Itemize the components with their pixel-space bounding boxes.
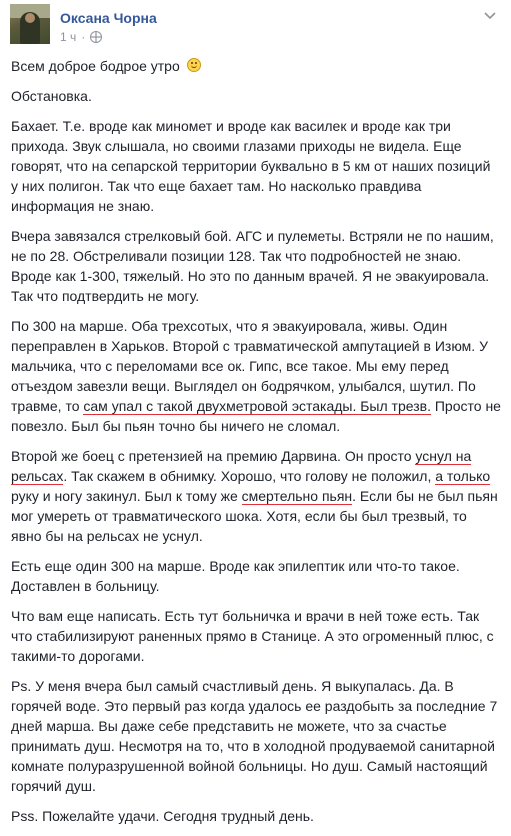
paragraph-wounded [11,316,501,436]
post-header [10,4,501,48]
paragraph-ps: Ps. У меня вчера был самый счастливый день. Я выкупалась. Да. В горячей воде. Это первый раз когда удалось ее раздобыть за последние 7 дней марша. Вы даже себе представить не можете, что за счастье принимать душ. Несмотря на то, что в холодной продуваемой санитарной комнате полуразрушенной войной больницы. Но душ. Самый настоящий горячий душ. [11,678,498,794]
post-meta [60,30,102,44]
smile-emoji-icon [187,58,201,72]
text-segment: По 300 на марше. Оба трехсотых, что я эвакуировала, живы. Один переправлен в Харьков. Второй с травматической ампутацией в Изюм. У мальчика, что с переломами все ок. Гипс, все такое. Мы ему перед отъездом завезли вещи. Выглядел он бодрячком, улыбался, шутил. По травме, то [11,318,488,414]
text-segment: руку и ногу закинул. Был к тому же [11,488,242,504]
chevron-down-icon[interactable] [483,8,497,22]
post-body [11,56,501,836]
paragraph-pss: Pss. Пожелайте удачи. Сегодня трудный день. [11,808,314,824]
post-timestamp[interactable]: 1 ч [60,30,77,44]
globe-icon[interactable] [90,31,102,43]
underlined-text: уснул на рельсах [11,448,472,484]
author-name-link[interactable]: Оксана Чорна [60,10,157,26]
text-segment: . Если бы не был пьян мог умереть от травматического шока. Хотя, если бы был трезвый, то явно бы на рельсах не уснул. [11,488,498,544]
underlined-text: сам упал с такой двухметровой эстакады. Был трезв. [83,398,431,414]
meta-separator: · [81,30,86,44]
text-segment: . Так скажем в обнимку. Хорошо, что голову не положил, [63,468,436,484]
underlined-text: а только [435,468,491,484]
author-avatar[interactable] [10,4,50,44]
paragraph-hospital: Что вам еще написать. Есть тут больничка и врачи в ней тоже есть. Так что стабилизируют раненных прямо в Станице. А это огроменный плюс, с такими-то дорогами. [11,608,494,664]
paragraph-greeting [11,56,501,76]
paragraph-firefight: Вчера завязался стрелковый бой. АГС и пулеметы. Встряли не по нашим, не по 28. Обстреливали позиции 128. Так что подробностей не знаю. Вроде как 1-300, тяжелый. Но это по данным врачей. Я не эвакуировала. Так что подтвердить не могу. [11,228,494,304]
text-segment: Второй же боец с претензией на премию Дарвина. Он просто [11,448,416,464]
greeting-text: Всем доброе бодрое утро [11,58,180,74]
avatar-face [25,13,35,23]
paragraph-situation: Обстановка. [11,88,92,104]
paragraph-epileptic: Есть еще один 300 на марше. Вроде как эпилептик или что-то такое. Доставлен в больницу. [11,558,460,594]
underlined-text: смертельно пьян [241,488,353,504]
paragraph-shelling: Бахает. Т.е. вроде как миномет и вроде как василек и вроде как три прихода. Звук слышала, но своими глазами приходы не видела. Еще говорят, что на сепарской территории буквально в 5 км от наших позиций у них полигон. Так что еще бахает там. Но насколько правдива информация не знаю. [11,118,491,214]
paragraph-darwin [11,446,501,546]
text-segment: Просто не повезло. Был бы пьян точно бы ничего не сломал. [11,398,501,434]
